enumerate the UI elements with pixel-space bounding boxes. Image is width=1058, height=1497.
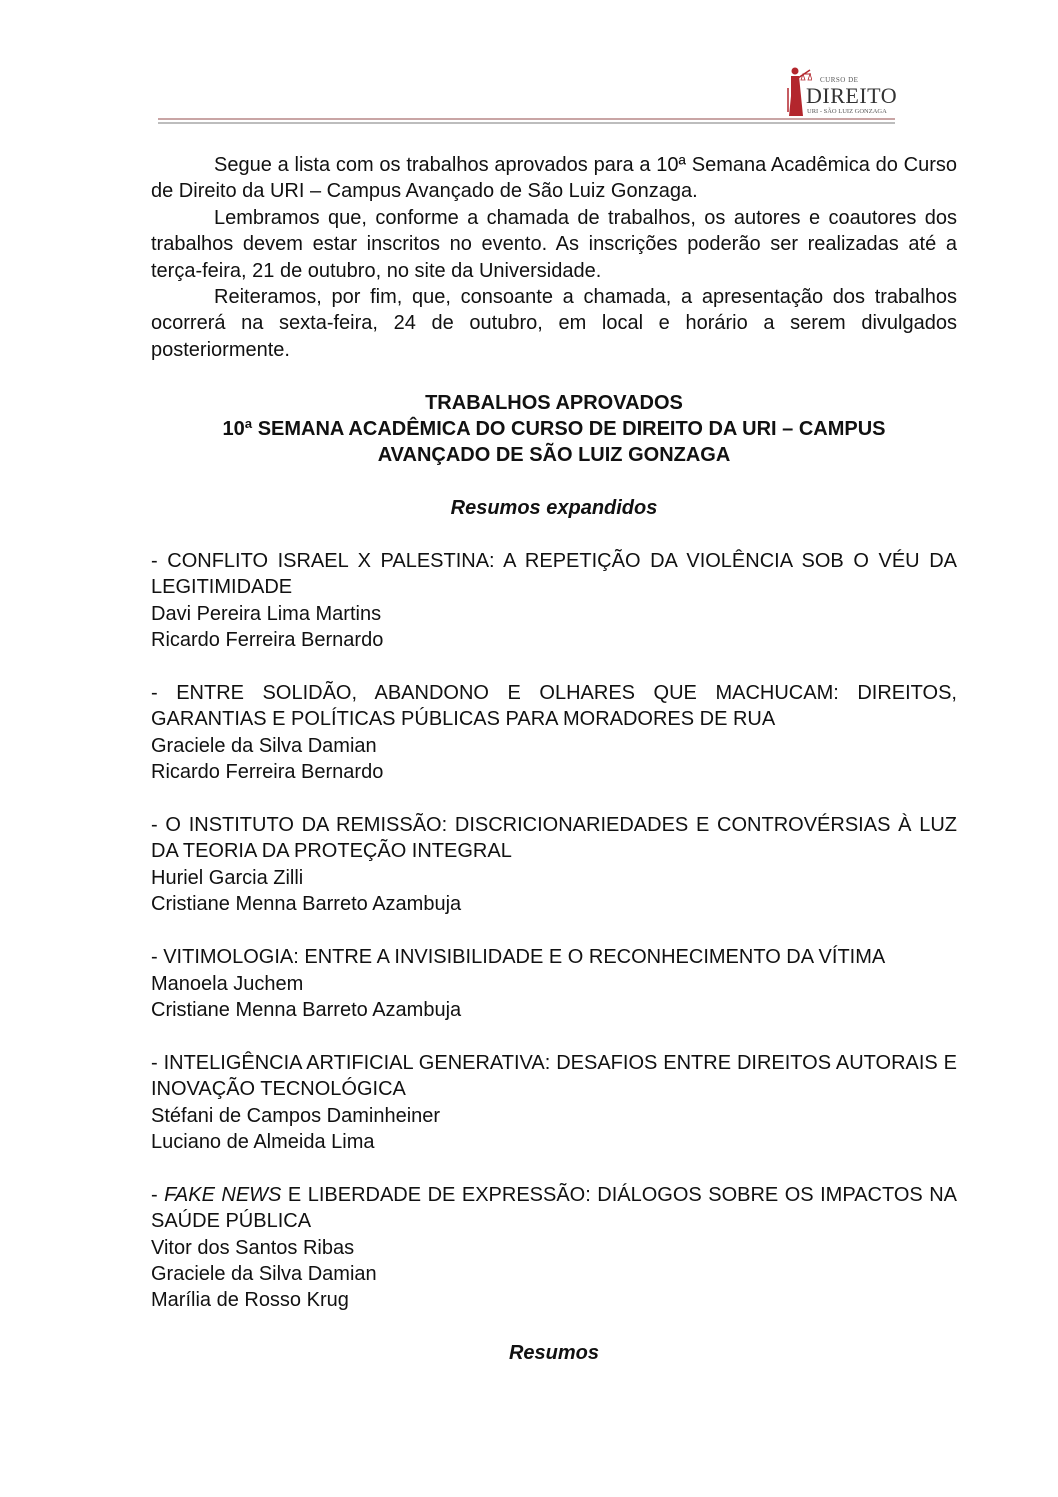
work-dash: -: [151, 946, 164, 969]
work-author: Davi Pereira Lima Martins: [151, 602, 382, 625]
section-heading-abstracts: Resumos: [508, 1342, 600, 1365]
work-title-italic: FAKE NEWS: [164, 1183, 282, 1206]
work-title: [151, 1050, 957, 1103]
work-author: Manoela Juchem: [151, 972, 304, 995]
work-dash: -: [151, 1183, 165, 1206]
work-dash: -: [151, 814, 166, 837]
title-line-2: 10ª SEMANA ACADÊMICA DO CURSO DE DIREITO DA URI – CAMPUS AVANÇADO DE SÃO LUIZ GONZAGA: [222, 418, 886, 467]
work-dash: -: [151, 550, 168, 573]
work-title-text: VITIMOLOGIA: ENTRE A INVISIBILIDADE E O RECONHECIMENTO DA VÍTIMA: [163, 946, 886, 969]
work-author: Cristiane Menna Barreto Azambuja: [151, 893, 462, 916]
work-author: Cristiane Menna Barreto Azambuja: [151, 998, 462, 1021]
header-rule-secondary: [158, 122, 895, 124]
document-body: [151, 152, 957, 1367]
work-item: [151, 1182, 957, 1340]
work-title-text: O INSTITUTO DA REMISSÃO: DISCRICIONARIEDADES E CONTROVÉRSIAS À LUZ DA TEORIA DA PROTEÇÃO INTEGRAL: [151, 814, 958, 863]
logo-main-text: DIREITO: [806, 83, 898, 108]
section-heading-expanded: Resumos expandidos: [450, 497, 658, 520]
work-title-text: INTELIGÊNCIA ARTIFICIAL GENERATIVA: DESAFIOS ENTRE DIREITOS AUTORAIS E INOVAÇÃO TECNOLÓGICA: [151, 1051, 957, 1101]
approved-works-list: [151, 548, 957, 1340]
work-title-text: CONFLITO ISRAEL X PALESTINA: A REPETIÇÃO DA VIOLÊNCIA SOB O VÉU DA LEGITIMIDADE: [151, 550, 957, 599]
logo-top-text: CURSO DE: [820, 76, 859, 84]
work-author: Ricardo Ferreira Bernardo: [151, 761, 384, 784]
work-dash: -: [151, 1051, 164, 1074]
work-item: [151, 812, 957, 944]
work-title: [151, 680, 957, 733]
work-item: [151, 680, 957, 812]
intro-paragraph: Segue a lista com os trabalhos aprovados para a 10ª Semana Acadêmica do Curso de Direito da URI – Campus Avançado de São Luiz Gonzaga.: [151, 154, 957, 203]
work-author: Huriel Garcia Zilli: [151, 866, 304, 889]
logo-sub-text: URI - SÃO LUIZ GONZAGA: [807, 108, 887, 115]
work-item: [151, 1050, 957, 1182]
work-author: Luciano de Almeida Lima: [151, 1130, 375, 1153]
work-title: [151, 944, 957, 970]
work-author: Vitor dos Santos Ribas: [151, 1236, 355, 1259]
work-title: [151, 812, 957, 865]
work-author: Graciele da Silva Damian: [151, 1262, 377, 1285]
work-title: [151, 548, 957, 601]
work-author: Ricardo Ferreira Bernardo: [151, 629, 384, 652]
work-author: Stéfani de Campos Daminheiner: [151, 1104, 441, 1127]
intro-paragraph: Lembramos que, conforme a chamada de trabalhos, os autores e coautores dos trabalhos devem estar inscritos no evento. As inscrições poderão ser realizadas até a terça-feira, 21 de outubro, no site da Universidade.: [151, 206, 957, 282]
work-author: Graciele da Silva Damian: [151, 734, 377, 757]
work-title-text: ENTRE SOLIDÃO, ABANDONO E OLHARES QUE MACHUCAM: DIREITOS, GARANTIAS E POLÍTICAS PÚBLICAS PARA MORADORES DE RUA: [151, 682, 957, 731]
header-rule: [158, 118, 895, 120]
work-title-text: E LIBERDADE DE EXPRESSÃO: DIÁLOGOS SOBRE OS IMPACTOS NA SAÚDE PÚBLICA: [151, 1183, 958, 1233]
course-logo: [782, 66, 897, 118]
work-author: Marília de Rosso Krug: [151, 1289, 349, 1312]
work-item: [151, 548, 957, 680]
work-item: [151, 944, 957, 1050]
work-dash: -: [151, 682, 177, 705]
title-line-1: TRABALHOS APROVADOS: [425, 391, 683, 414]
intro-paragraph: Reiteramos, por fim, que, consoante a chamada, a apresentação dos trabalhos ocorrerá na sexta-feira, 24 de outubro, em local e horário a serem divulgados posteriormente.: [151, 286, 957, 361]
work-title: [151, 1182, 957, 1235]
